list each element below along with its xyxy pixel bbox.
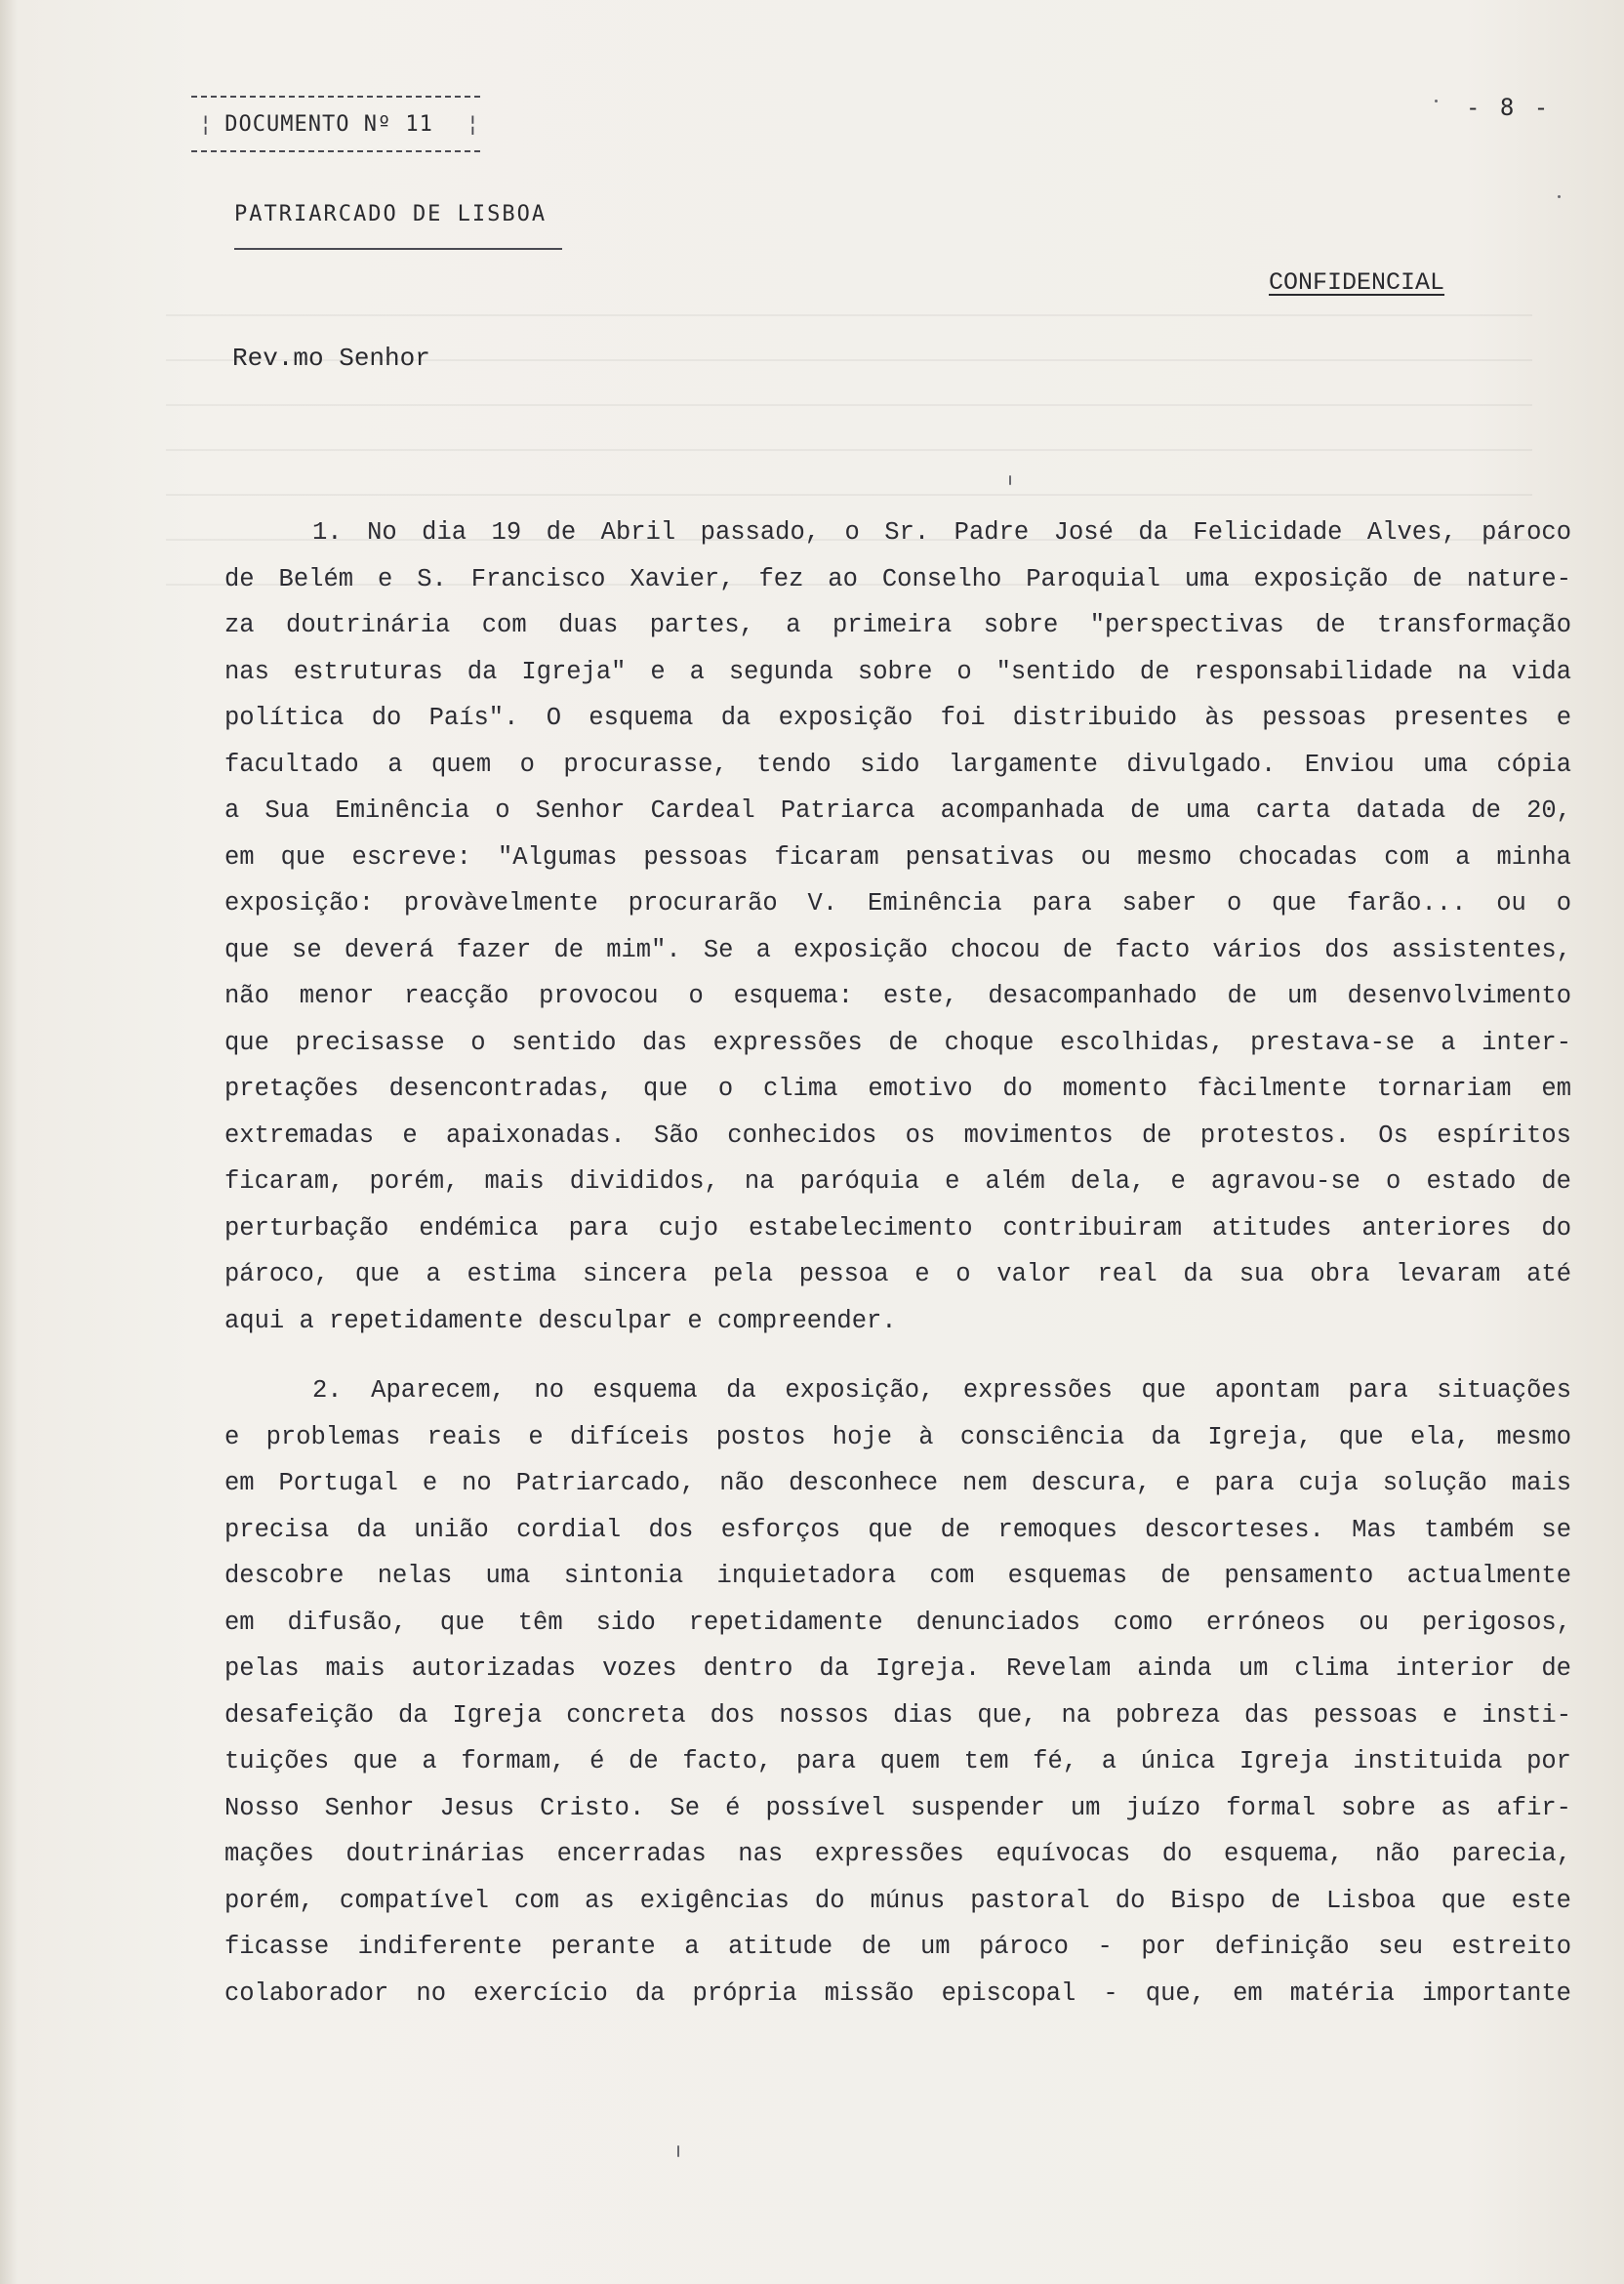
text-line: em difusão, que têm sido repetidamente denunciados como erróneos ou perigosos, — [224, 1608, 1571, 1637]
paper-speck — [677, 2145, 679, 2157]
paragraph-1 — [224, 510, 1571, 1344]
text-line: a Sua Eminência o Senhor Cardeal Patriarca acompanhada de uma carta datada de 20, — [224, 796, 1571, 825]
text-line: pretações desencontradas, que o clima emotivo do momento fàcilmente tornariam em — [224, 1075, 1571, 1103]
document-number-label: DOCUMENTO Nº 11 — [224, 111, 433, 137]
text-line: nas estruturas da Igreja" e a segunda sobre o "sentido de responsabilidade na vida — [224, 657, 1571, 686]
text-line: extremadas e apaixonadas. São conhecidos os movimentos de protestos. Os espíritos — [224, 1121, 1571, 1150]
document-number-box — [191, 96, 480, 152]
text-line: política do País". O esquema da exposição foi distribuido às pessoas presentes e — [224, 704, 1571, 732]
text-line: tuições que a formam, é de facto, para quem tem fé, a única Igreja instituida por — [224, 1747, 1571, 1775]
text-line: facultado a quem o procurasse, tendo sido largamente divulgado. Enviou uma cópia — [224, 750, 1571, 779]
box-right-edge: ¦ — [466, 111, 480, 137]
page-number: - 8 - — [1466, 94, 1552, 121]
text-line: desafeição da Igreja concreta dos nossos dias que, na pobreza das pessoas e insti- — [224, 1700, 1571, 1730]
classification-label: CONFIDENCIAL — [1269, 268, 1445, 297]
text-line: 1. No dia 19 de Abril passado, o Sr. Padre José da Felicidade Alves, pároco — [312, 518, 1571, 547]
text-line: ficasse indiferente perante a atitude de um pároco - por definição seu estreito — [224, 1933, 1571, 1961]
paper-speck — [1558, 195, 1561, 198]
issuer-heading: PATRIARCADO DE LISBOA — [234, 202, 562, 250]
text-line: exposição: provàvelmente procurarão V. Eminência para saber o que farão... ou o — [224, 889, 1571, 918]
text-line: pároco, que a estima sincera pela pessoa e o valor real da sua obra levaram até — [224, 1260, 1571, 1288]
paper-speck — [1435, 100, 1438, 102]
text-line: Nosso Senhor Jesus Cristo. Se é possível suspender um juízo formal sobre as afir- — [224, 1793, 1571, 1822]
text-line: colaborador no exercício da própria missão episcopal - que, em matéria importante — [224, 1978, 1571, 2008]
text-line: za doutrinária com duas partes, a primeira sobre "perspectivas de transformação — [224, 611, 1571, 639]
text-line: e problemas reais e difíceis postos hoje à consciência da Igreja, que ela, mesmo — [224, 1422, 1571, 1451]
text-line: precisa da união cordial dos esforços que de remoques descorteses. Mas também se — [224, 1515, 1571, 1544]
letter-body — [224, 510, 1571, 2017]
text-line: ficaram, porém, mais divididos, na paróquia e além dela, e agravou-se o estado de — [224, 1167, 1571, 1196]
text-line: pelas mais autorizadas vozes dentro da Igreja. Revelam ainda um clima interior de — [224, 1654, 1571, 1683]
text-line: mações doutrinárias encerradas nas expressões equívocas do esquema, não parecia, — [224, 1840, 1571, 1868]
text-line: de Belém e S. Francisco Xavier, fez ao Conselho Paroquial uma exposição de nature- — [224, 564, 1571, 593]
text-line: porém, compatível com as exigências do múnus pastoral do Bispo de Lisboa que este — [224, 1886, 1571, 1915]
salutation: Rev.mo Senhor — [232, 344, 430, 373]
paper-speck — [1009, 475, 1011, 485]
text-line: que precisasse o sentido das expressões de choque escolhidas, prestava-se a inter- — [224, 1028, 1571, 1057]
text-line: perturbação endémica para cujo estabelecimento contribuiram atitudes anteriores do — [224, 1213, 1571, 1243]
text-line: aqui a repetidamente desculpar e compreender. — [224, 1306, 897, 1335]
text-line: em que escreve: "Algumas pessoas ficaram pensativas ou mesmo chocadas com a minha — [224, 842, 1571, 872]
text-line: descobre nelas uma sintonia inquietadora com esquemas de pensamento actualmente — [224, 1562, 1571, 1590]
text-line: em Portugal e no Patriarcado, não desconhece nem descura, e para cuja solução mais — [224, 1469, 1571, 1497]
box-left-edge: ¦ — [199, 111, 214, 137]
text-line: que se deverá fazer de mim". Se a exposição chocou de facto vários dos assistentes, — [224, 935, 1571, 964]
text-line: não menor reacção provocou o esquema: este, desacompanhado de um desenvolvimento — [224, 982, 1571, 1010]
text-line: 2. Aparecem, no esquema da exposição, expressões que apontam para situações — [312, 1376, 1571, 1405]
paragraph-2 — [224, 1367, 1571, 2017]
